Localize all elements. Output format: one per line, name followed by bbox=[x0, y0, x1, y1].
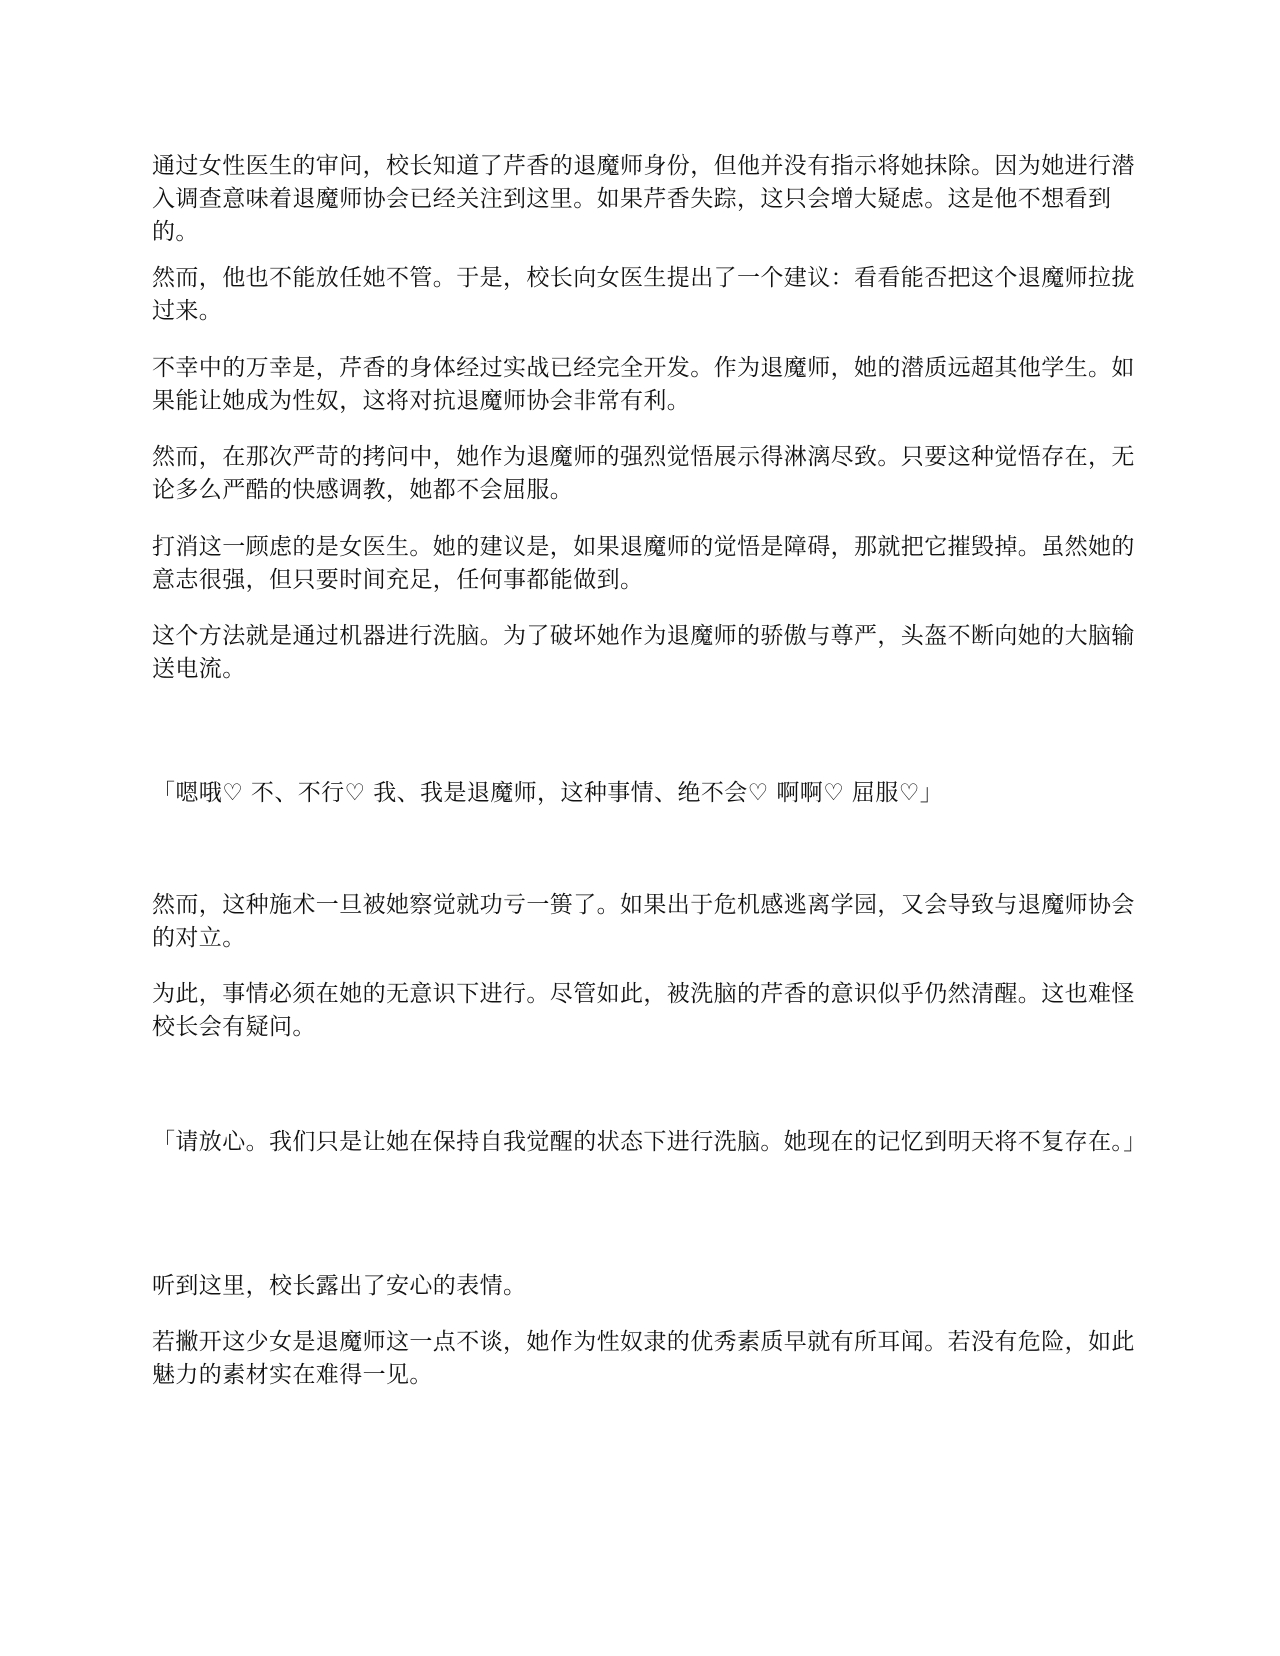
paragraph-4: 然而，在那次严苛的拷问中，她作为退魔师的强烈觉悟展示得淋漓尽致。只要这种觉悟存在，无论多么严酷的快感调教，她都不会屈服。 bbox=[152, 444, 1135, 503]
paragraph-7: 然而，这种施术一旦被她察觉就功亏一篑了。如果出于危机感逃离学园，又会导致与退魔师协会的对立。 bbox=[152, 892, 1135, 951]
paragraph-10: 若撇开这少女是退魔师这一点不谈，她作为性奴隶的优秀素质早就有所耳闻。若没有危险，如此魅力的素材实在难得一见。 bbox=[152, 1329, 1135, 1388]
paragraph-9: 听到这里，校长露出了安心的表情。 bbox=[152, 1273, 527, 1299]
paragraph-6: 这个方法就是通过机器进行洗脑。为了破坏她作为退魔师的骄傲与尊严，头盔不断向她的大脑输送电流。 bbox=[152, 623, 1135, 682]
dialogue-1: 「嗯哦♡ 不、不行♡ 我、我是退魔师，这种事情、绝不会♡ 啊啊♡ 屈服♡」 bbox=[152, 780, 944, 806]
paragraph-3: 不幸中的万幸是，芹香的身体经过实战已经完全开发。作为退魔师，她的潜质远超其他学生。如果能让她成为性奴，这将对抗退魔师协会非常有利。 bbox=[152, 355, 1135, 414]
paragraph-1: 通过女性医生的审问，校长知道了芹香的退魔师身份，但他并没有指示将她抹除。因为她进行潜入调查意味着退魔师协会已经关注到这里。如果芹香失踪，这只会增大疑虑。这是他不想看到的。 bbox=[152, 153, 1135, 245]
paragraph-5: 打消这一顾虑的是女医生。她的建议是，如果退魔师的觉悟是障碍，那就把它摧毁掉。虽然她的意志很强，但只要时间充足，任何事都能做到。 bbox=[152, 534, 1135, 593]
paragraph-2: 然而，他也不能放任她不管。于是，校长向女医生提出了一个建议：看看能否把这个退魔师拉拢过来。 bbox=[152, 265, 1135, 324]
paragraph-8: 为此，事情必须在她的无意识下进行。尽管如此，被洗脑的芹香的意识似乎仍然清醒。这也难怪校长会有疑问。 bbox=[152, 981, 1135, 1040]
dialogue-2: 「请放心。我们只是让她在保持自我觉醒的状态下进行洗脑。她现在的记忆到明天将不复存在。」 bbox=[152, 1129, 1147, 1155]
